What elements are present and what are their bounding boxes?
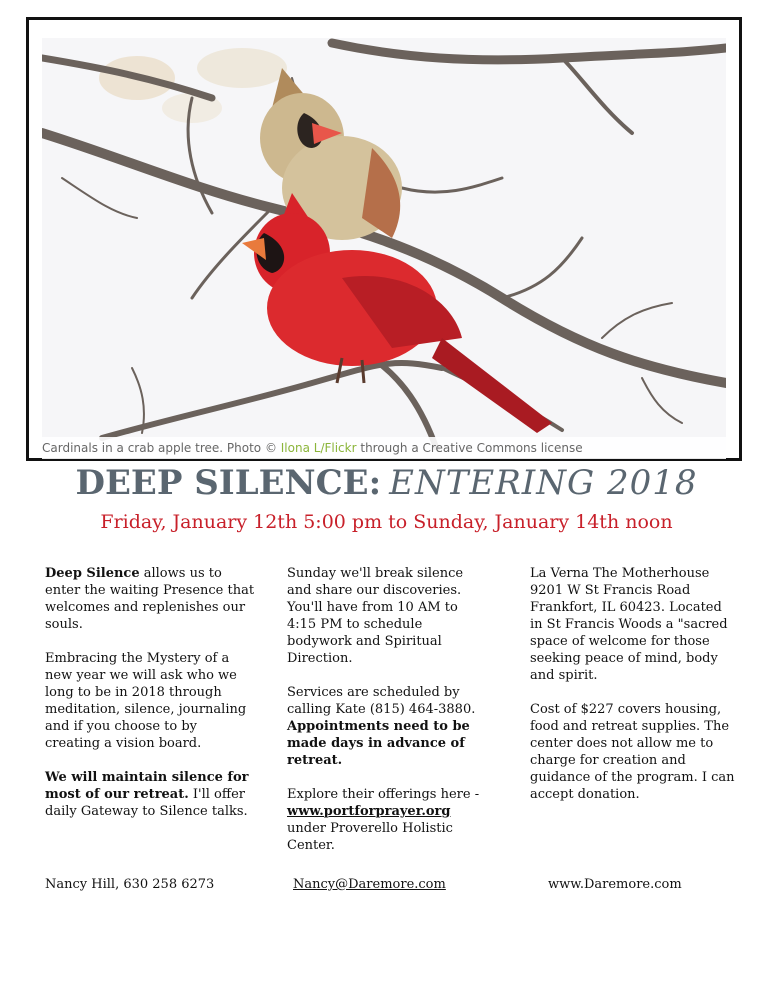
title-main: DEEP SILENCE: (75, 463, 382, 503)
text: under Proverello Holistic Center. (287, 821, 453, 853)
paragraph: Embracing the Mystery of a new year we will ask who we long to be in 2018 through meditation, silence, journaling and if you choose to by creating a vision board. (45, 651, 247, 751)
photo-frame (26, 17, 742, 461)
text: Sunday we'll break silence and share our discoveries. (287, 566, 464, 598)
cardinals-illustration (42, 38, 726, 450)
column-left (45, 565, 255, 837)
paragraph (287, 684, 487, 769)
bold-text: Appointments need to be made days in advance of retreat. (287, 719, 470, 768)
footer-website[interactable]: www.Daremore.com (548, 877, 682, 892)
portforprayer-link[interactable]: www.portforprayer.org (287, 804, 451, 819)
event-dates: Friday, January 12th 5:00 pm to Sunday, January 14th noon (100, 511, 673, 533)
column-middle (287, 565, 487, 871)
caption-credit-link[interactable]: Ilona L/Flickr (280, 441, 357, 455)
photo-caption (42, 437, 726, 459)
bold-text: We will maintain silence for most of our retreat. (45, 770, 249, 802)
text: You'll have from 10 AM to 4:15 PM to schedule bodywork and Spiritual Direction. (287, 600, 458, 666)
footer-email-link[interactable]: Nancy@Daremore.com (293, 877, 446, 892)
paragraph (287, 565, 487, 667)
text: I'll offer daily Gateway to Silence talks. (45, 787, 248, 819)
text: Services are scheduled by calling Kate (815) 464-3880. (287, 685, 476, 717)
text: allows us to enter the waiting Presence that welcomes and replenishes our souls. (45, 566, 255, 632)
cardinals-photo (42, 38, 726, 450)
column-right (530, 565, 735, 820)
page-title (0, 463, 773, 503)
text: Explore their offerings here - (287, 787, 480, 802)
paragraph (287, 786, 487, 854)
title-italic: ENTERING 2018 (389, 463, 698, 503)
caption-suffix: through a Creative Commons license (356, 441, 583, 455)
paragraph: La Verna The Motherhouse 9201 W St Francis Road Frankfort, IL 60423. Located in St Francis Woods a "sacred space of welcome for those seeking peace of mind, body and spirit. (530, 566, 728, 683)
bold-text: Deep Silence (45, 566, 140, 581)
caption-prefix: Cardinals in a crab apple tree. Photo © (42, 441, 281, 455)
paragraph: Cost of $227 covers housing, food and retreat supplies. The center does not allow me to charge for creation and guidance of the program. I can accept donation. (530, 702, 735, 802)
footer-contact-name: Nancy Hill, 630 258 6273 (45, 877, 215, 892)
paragraph (45, 565, 255, 633)
paragraph (45, 769, 255, 820)
